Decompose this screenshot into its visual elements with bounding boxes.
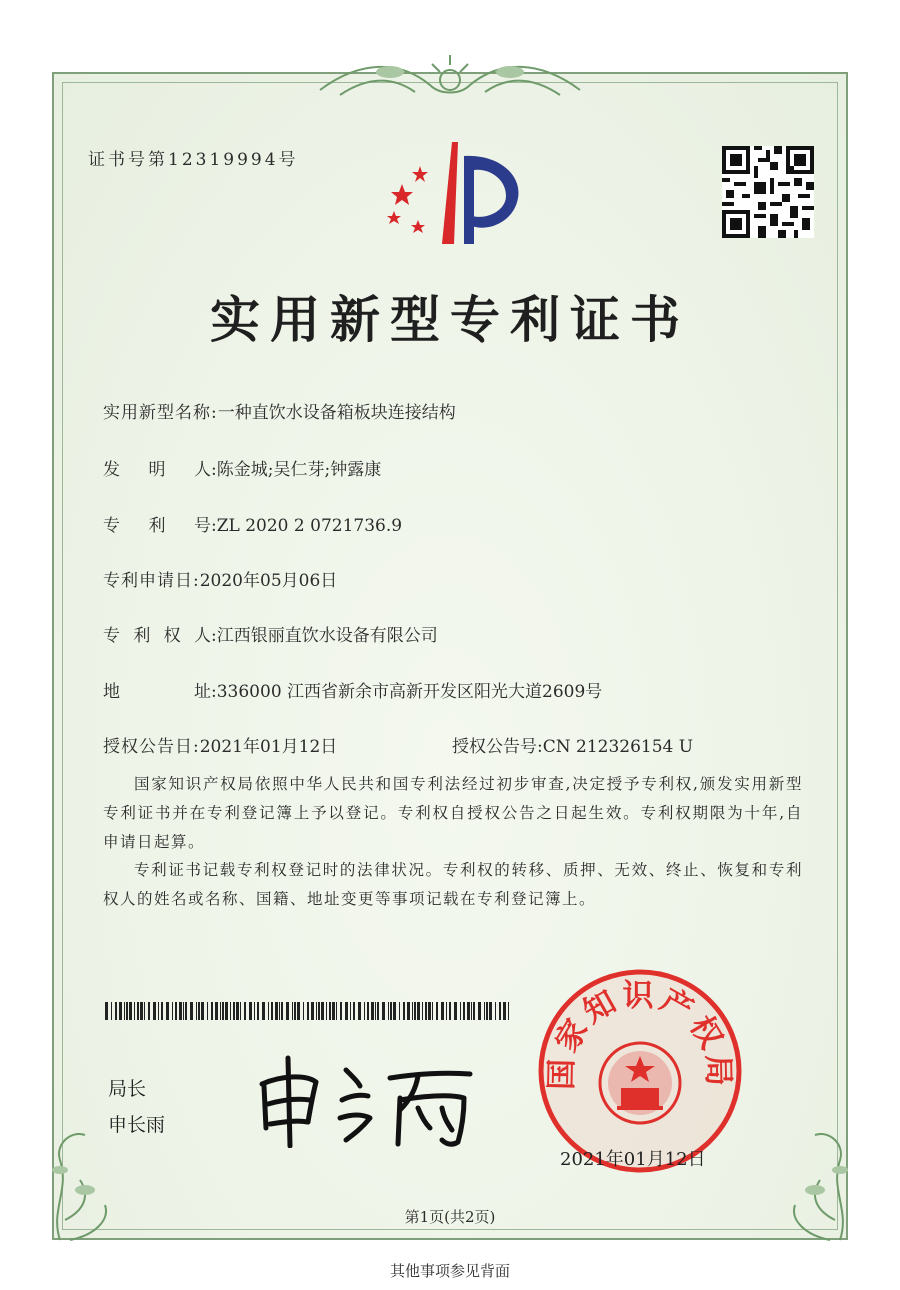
top-ornament-icon bbox=[300, 50, 600, 110]
certificate-title: 实用新型专利证书 bbox=[210, 291, 690, 349]
official-seal-icon bbox=[537, 968, 743, 1174]
statement-paragraph-2: 专利证书记载专利权登记时的法律状况。专利权的转移、质押、无效、终止、恢复和专利权人的姓名或名称、国籍、地址变更等事项记载在专利登记簿上。 bbox=[103, 861, 803, 908]
field-value: 336000 江西省新余市高新开发区阳光大道2609号 bbox=[216, 682, 603, 702]
director-signature-icon bbox=[250, 1048, 480, 1148]
director-name: 申长雨 bbox=[108, 1114, 166, 1136]
patent-office-logo-icon bbox=[380, 136, 530, 246]
field-value: 陈金城;吴仁芽;钟露康 bbox=[216, 460, 382, 480]
page-number: 第1页(共2页) bbox=[404, 1208, 496, 1226]
field-label: 实用新型名称: bbox=[103, 403, 218, 423]
field-label: 专利申请日: bbox=[103, 571, 200, 591]
field-label: 专利号 bbox=[103, 516, 211, 536]
field-value: 江西银丽直饮水设备有限公司 bbox=[216, 626, 438, 646]
bottom-right-ornament-icon bbox=[770, 1110, 860, 1250]
field-value: 一种直饮水设备箱板块连接结构 bbox=[217, 403, 456, 423]
field-label: 授权公告号: bbox=[452, 737, 543, 757]
back-note: 其他事项参见背面 bbox=[389, 1262, 510, 1280]
qr-code-icon bbox=[722, 146, 814, 238]
field-grant-date bbox=[103, 732, 337, 757]
field-patentee: 专利权人:江西银丽直饮水设备有限公司 bbox=[103, 621, 438, 646]
certificate-number: 证书号第12319994号 bbox=[88, 150, 299, 170]
field-value: CN 212326154 U bbox=[542, 737, 694, 757]
field-label: 授权公告日: bbox=[103, 737, 200, 757]
field-label: 地址 bbox=[103, 682, 211, 702]
field-value: 2020年05月06日 bbox=[199, 571, 338, 591]
barcode-icon bbox=[105, 1002, 510, 1020]
field-inventors: 发明人:陈金城;吴仁芽;钟露康 bbox=[103, 455, 381, 480]
seal-date: 2021年01月12日 bbox=[560, 1149, 706, 1170]
field-address: 地址:336000 江西省新余市高新开发区阳光大道2609号 bbox=[103, 677, 602, 702]
statement-paragraph-1: 国家知识产权局依照中华人民共和国专利法经过初步审查,决定授予专利权,颁发实用新型专利证书并在专利登记簿上予以登记。专利权自授权公告之日起生效。专利权期限为十年,自申请日起算。 bbox=[103, 775, 803, 851]
field-value: 2021年01月12日 bbox=[199, 737, 338, 757]
field-patent-number: 专利号:ZL 2020 2 0721736.9 bbox=[103, 511, 402, 536]
field-label: 专利权人 bbox=[103, 626, 211, 646]
field-value: ZL 2020 2 0721736.9 bbox=[216, 516, 403, 536]
seal-text: 国家知识产权局 bbox=[543, 978, 737, 1091]
field-filing-date bbox=[103, 566, 337, 591]
director-title: 局长 bbox=[108, 1078, 147, 1100]
field-grant-number bbox=[452, 732, 693, 757]
field-label: 发明人 bbox=[103, 460, 211, 480]
field-utility-model-name bbox=[103, 398, 456, 423]
